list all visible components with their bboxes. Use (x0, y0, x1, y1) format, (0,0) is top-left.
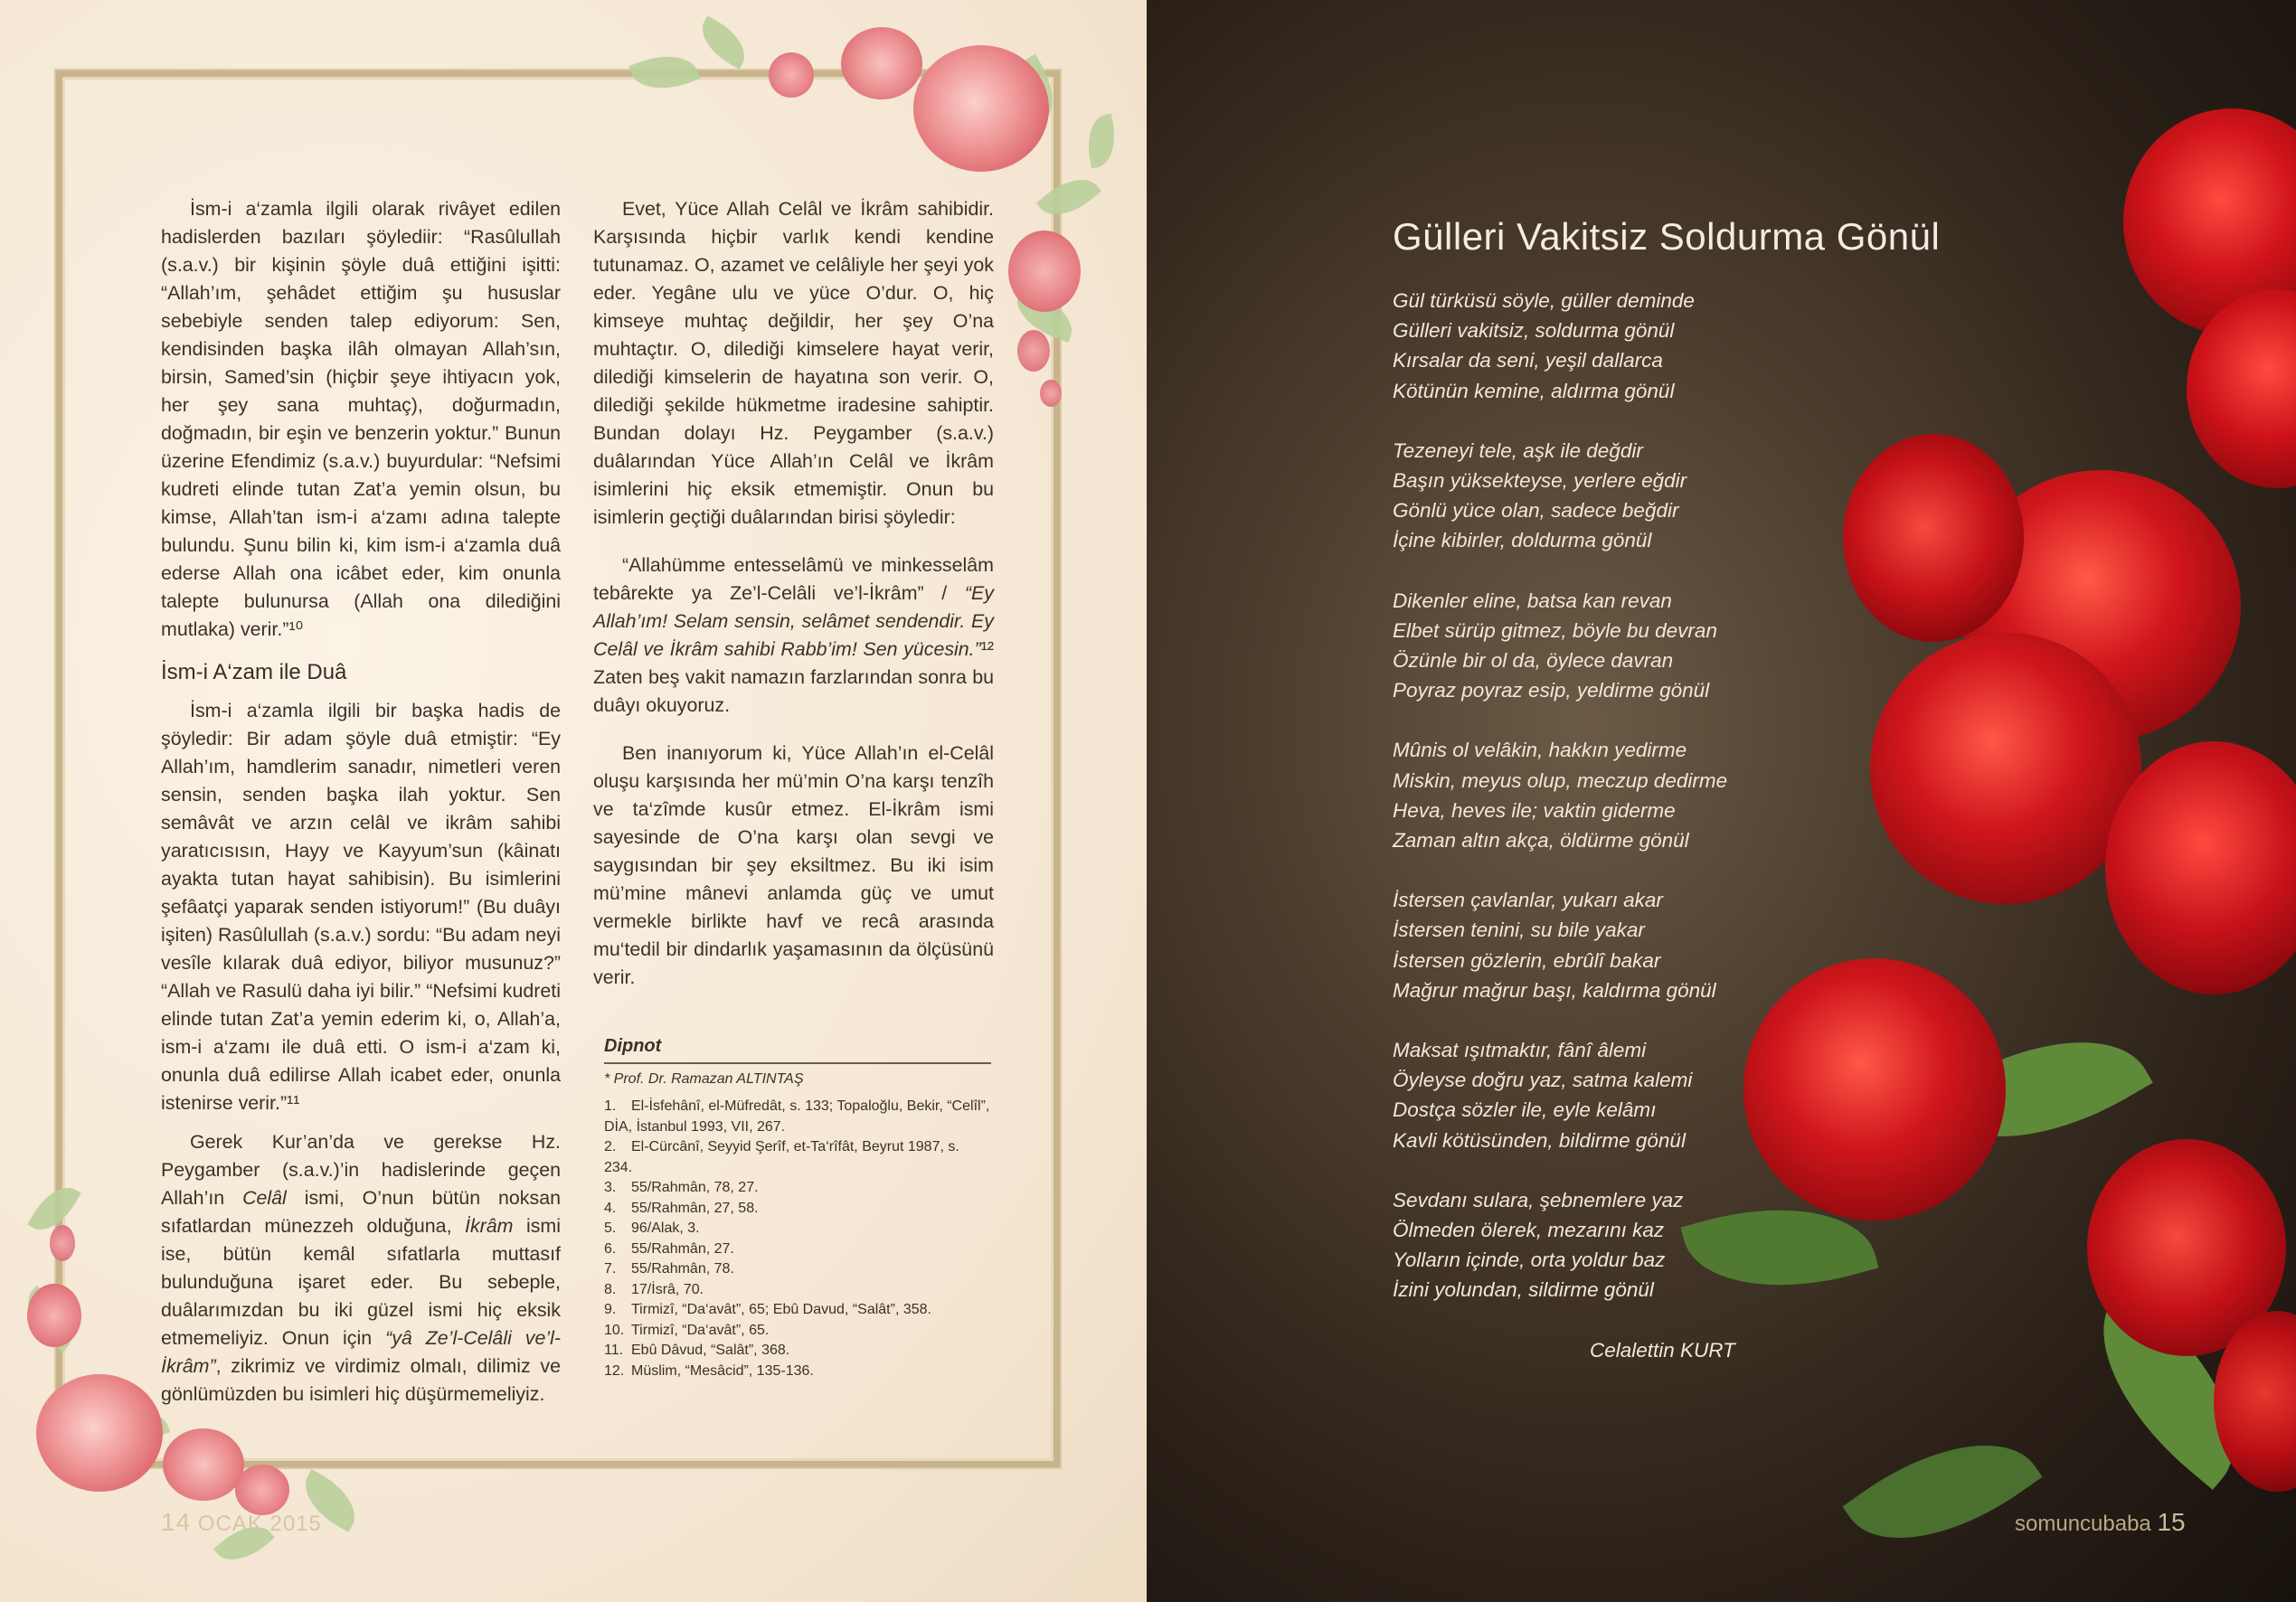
footnote-text: 17/İsrâ, 70. (631, 1281, 704, 1297)
footnote-item (604, 1259, 991, 1280)
footnote-text: Müslim, “Mesâcid”, 135-136. (631, 1362, 814, 1379)
poem-author: Celalettin KURT (1590, 1339, 1735, 1362)
poem-line: Maksat ışıtmaktır, fânî âlemi (1393, 1039, 1647, 1062)
footnote-list (604, 1097, 991, 1381)
paragraph: İsm-i a‘zamla ilgili bir başka hadis de şöyledir: Bir adam şöyle duâ etmiştir: “Ey Allah’ım, hamdlerim sanadır, nimetleri veren sensin, senden başka ilah yoktur. Sen semâvât ve arzın celâl ve ikrâm sahibi yaratıcısısın, Hayy ve Kayyum’sun (kâinatı ayakta tutan hayat sahibisin). Bu isimlerini şefâatçi yaparak senden istiyorum!” (Bu duâyı işiten) Rasûlullah (s.a.v.) sordu: “Bu adam neyi vesîle kılarak duâ ediyor, biliyor musunuz?” “Allah ve Rasulü daha iyi bilir.” “Nefsimi kudreti elinde tutan Zat’a yemin ederim ki, o, Allah’a, ism-i a‘zamı ile duâ etti. O ism-i a‘zam ki, onunla duâ edilirse Allah icabet eder, onunla istenirse verir.”¹¹ (161, 700, 561, 1114)
poem-line: Heva, heves ile; vaktin giderme (1393, 798, 1676, 822)
footnote-text: El-Cürcânî, Seyyid Şerîf, et-Ta‘rîfât, Beyrut 1987, s. 234. (604, 1139, 959, 1175)
poem-line: Elbet sürüp gitmez, böyle bu devran (1393, 618, 1717, 642)
poem-line: Başın yüksekteyse, yerlere eğdir (1393, 469, 1687, 493)
poem-line: Yolların içinde, orta yoldur baz (1393, 1249, 1666, 1272)
poem-line: Ölmeden ölerek, mezarını kaz (1393, 1219, 1665, 1242)
poem-line: Gönlü yüce olan, sadece beğdir (1393, 499, 1679, 523)
footnote-number: 1. (604, 1098, 617, 1114)
poem-line: Tezeneyi tele, aşk ile değdir (1393, 438, 1643, 462)
poem-line: Miskin, meyus olup, meczup dedirme (1393, 768, 1728, 792)
poem-stanza (1393, 1035, 1727, 1155)
poem-line: İzini yolundan, sildirme gönül (1393, 1278, 1654, 1302)
footnote-item (604, 1280, 991, 1301)
footnote-text: 96/Alak, 3. (631, 1220, 700, 1236)
section-heading: İsm-i A‘zam ile Duâ (161, 660, 347, 684)
magazine-name: somuncubaba (2015, 1512, 2151, 1536)
paragraph (161, 1128, 561, 1409)
poem-line: Gülleri vakitsiz, soldurma gönül (1393, 319, 1675, 343)
footnote-text: 55/Rahmân, 27. (631, 1240, 734, 1257)
text-run-italic: İkrâm (465, 1215, 514, 1237)
paragraph: İsm-i a‘zamla ilgili olarak rivâyet edilen hadislerden bazıları şöylediir: “Rasûlullah (s.a.v.) bir kişinin şöyle duâ ettiğini işitti: “Allah’ım, şehâdet ettiğim şu hususlar sebebiyle senden talep ediyorum: Sen, kendisinden başka ilâh olmayan Allah’sın, birsin, Samed’sin (hiçbir şeye ihtiyacın yok, her şey sana muhtaç), doğurmadın, doğmadın, bir eşin ve benzerin yoktur.” Bunun üzerine Efendimiz (s.a.v.) buyurdular: “Nefsimi kudreti elinde tutan Zat’a yemin olsun, bu kimse, Allah’tan ism-i a‘zamı adına talepte bulundu. Şunu bilin ki, kim ism-i a‘zamla duâ ederse Allah ona icâbet eder, kim onunla talepte bulunursa (Allah ona dilediğini mutlaka) verir.”¹⁰ (161, 198, 561, 640)
text-run: “Allahümme entesselâmü ve minkesselâm tebârekte ya Ze’l-Celâli ve’l-İkrâm” / (593, 554, 994, 604)
poem-stanza (1393, 735, 1727, 855)
issue-date: OCAK 2015 (197, 1512, 322, 1536)
text-run: Gerek Kur’an’da ve gerekse Hz. Peygamber (s.a.v.)’in hadislerinde geçen Allah’ın (161, 1131, 561, 1209)
right-page (1147, 0, 2296, 1602)
footnote-item (604, 1341, 991, 1362)
article-column-2 (593, 195, 994, 992)
poem-line: Dikenler eline, batsa kan revan (1393, 589, 1672, 612)
poem-stanza (1393, 1185, 1727, 1305)
poem-line: İstersen gözlerin, ebrûlî bakar (1393, 948, 1661, 972)
poem-stanza (1393, 586, 1727, 706)
poem-line: Kırsalar da seni, yeşil dallarca (1393, 349, 1663, 372)
poem-line: Özünle bir ol da, öylece davran (1393, 649, 1674, 673)
footnote-text: 55/Rahmân, 78, 27. (631, 1180, 759, 1195)
footnote-item (604, 1239, 991, 1260)
footnotes-title: Dipnot (604, 1036, 991, 1064)
text-run: ¹² Zaten beş vakit namazın farzlarından sonra bu duâyı okuyoruz. (593, 638, 994, 716)
poem-line: Kötünün kemine, aldırma gönül (1393, 379, 1675, 402)
poem-line: Mağrur mağrur başı, kaldırma gönül (1393, 978, 1716, 1002)
text-run: ismi, O’nun bütün noksan sıfatlardan münezzeh olduğuna, (161, 1187, 561, 1237)
footnote-item (604, 1362, 991, 1382)
article-column-1 (161, 195, 561, 1409)
poem-line: Kavli kötüsünden, bildirme gönül (1393, 1128, 1686, 1152)
footnote-number: 9. (604, 1302, 617, 1317)
poem-line: İstersen çavlanlar, yukarı akar (1393, 889, 1663, 912)
footnote-number: 7. (604, 1261, 617, 1277)
poem-stanza (1393, 436, 1727, 556)
footnote-text: Tirmizî, “Da‘avât”, 65; Ebû Davud, “Salât”, 358. (631, 1302, 931, 1317)
footnote-item (604, 1300, 991, 1321)
footnote-item (604, 1199, 991, 1220)
left-page (0, 0, 1147, 1602)
poem-line: Gül türküsü söyle, güller deminde (1393, 289, 1695, 312)
page-number: 14 (161, 1508, 192, 1536)
footnote-number: 4. (604, 1200, 617, 1216)
text-run: ismi ise, bütün kemâl sıfatlarla muttasıf bulunduğuna işaret eder. Bu sebeple, duâlarımızdan bu iki güzel ismi hiç eksik etmemeliyiz. Onun için (161, 1215, 562, 1349)
text-run-italic: Celâl (242, 1187, 287, 1209)
poem-line: Öyleyse doğru yaz, satma kalemi (1393, 1069, 1693, 1092)
poem-line: Zaman altın akça, öldürme gönül (1393, 829, 1689, 853)
footnote-text: Tirmizî, “Da‘avât”, 65. (631, 1322, 770, 1338)
poem-line: Mûnis ol velâkin, hakkın yedirme (1393, 739, 1687, 762)
paragraph: Ben inanıyorum ki, Yüce Allah’ın el-Celâl oluşu karşısında her mü’min O’na karşı tenzîh ve ta‘zîmde kusûr etmez. El-İkrâm ismi sayesinde de O’na karşı olan sevgi ve saygısından bir şey eksiltmez. Bu iki isim mü’mine mânevi anlamda güç ve umut vermekle birlikte havf ve recâ arasında mu‘tedil bir dindarlık yaşamasının da ölçüsünü verir. (593, 742, 994, 988)
text-run-italic: “Ey Allah’ım! Selam sensin, selâmet sendendir. Ey Celâl ve İkrâm sahibi Rabb’im! Sen yücesin.” (593, 582, 994, 660)
footnote-number: 6. (604, 1240, 617, 1257)
poem-line: İstersen tenini, su bile yakar (1393, 919, 1645, 942)
footnote-number: 12. (604, 1362, 625, 1379)
poem-stanza (1393, 885, 1727, 1005)
footnote-number: 8. (604, 1281, 617, 1297)
footnote-item (604, 1321, 991, 1342)
footnote-text: El-İsfehânî, el-Müfredât, s. 133; Topaloğlu, Bekir, “Celîl”, DİA, İstanbul 1993, VII, 267. (604, 1098, 990, 1135)
poem-line: Dostça sözler ile, eyle kelâmı (1393, 1098, 1657, 1122)
footnote-number: 10. (604, 1322, 625, 1338)
poem-line: Sevdanı sulara, şebnemlere yaz (1393, 1188, 1684, 1211)
footnote-number: 5. (604, 1220, 617, 1236)
footnote-number: 3. (604, 1180, 617, 1195)
page-number: 15 (2157, 1508, 2186, 1536)
footnote-item (604, 1097, 991, 1137)
poem-line: İçine kibirler, doldurma gönül (1393, 529, 1652, 552)
poem-title: Gülleri Vakitsiz Soldurma Gönül (1393, 215, 1941, 258)
footnote-text: 55/Rahmân, 78. (631, 1261, 734, 1277)
footnote-author: * Prof. Dr. Ramazan ALTINTAŞ (604, 1071, 804, 1087)
text-run: , zikrimiz ve virdimiz olmalı, dilimiz ve gönlümüzden bu isimleri hiç düşürmemeliyiz. (161, 1355, 561, 1405)
footnote-item (604, 1137, 991, 1178)
page-footer-right (2015, 1508, 2186, 1537)
footnotes (604, 1036, 991, 1381)
footnote-text: Ebû Dâvud, “Salât”, 368. (631, 1343, 790, 1358)
footnote-item (604, 1178, 991, 1199)
footnote-number: 11. (604, 1343, 624, 1358)
poem (1393, 286, 1727, 1335)
paragraph: Evet, Yüce Allah Celâl ve İkrâm sahibidir. Karşısında hiçbir varlık kendi kendine tutunamaz. O, azamet ve celâliyle her şeyi yok eder. Yegâne ulu ve yüce O’dur. O, hiç kimseye muhtaç değildir, her şey O’na muhtaçtır. O, dilediği kimselere hayat verir, dilediği kimselerin de hayatına son verir. O, dilediği şekilde hükmetme iradesine sahiptir. Bundan dolayı Hz. Peygamber (s.a.v.) duâlarından Yüce Allah’ın Celâl ve İkrâm isimlerini hiç eksik etmemiştir. Onun bu isimlerin geçtiği duâlarından birisi şöyledir: (593, 198, 994, 528)
prayer-quote (593, 551, 994, 720)
poem-stanza (1393, 286, 1727, 406)
page-footer-left (161, 1508, 322, 1537)
footnote-item (604, 1219, 991, 1239)
footnote-number: 2. (604, 1139, 617, 1154)
poem-line: Poyraz poyraz esip, yeldirme gönül (1393, 679, 1710, 702)
text-run-italic: “yâ Ze’l-Celâli ve’l-İkrâm” (161, 1327, 561, 1377)
footnote-text: 55/Rahmân, 27, 58. (631, 1200, 759, 1216)
